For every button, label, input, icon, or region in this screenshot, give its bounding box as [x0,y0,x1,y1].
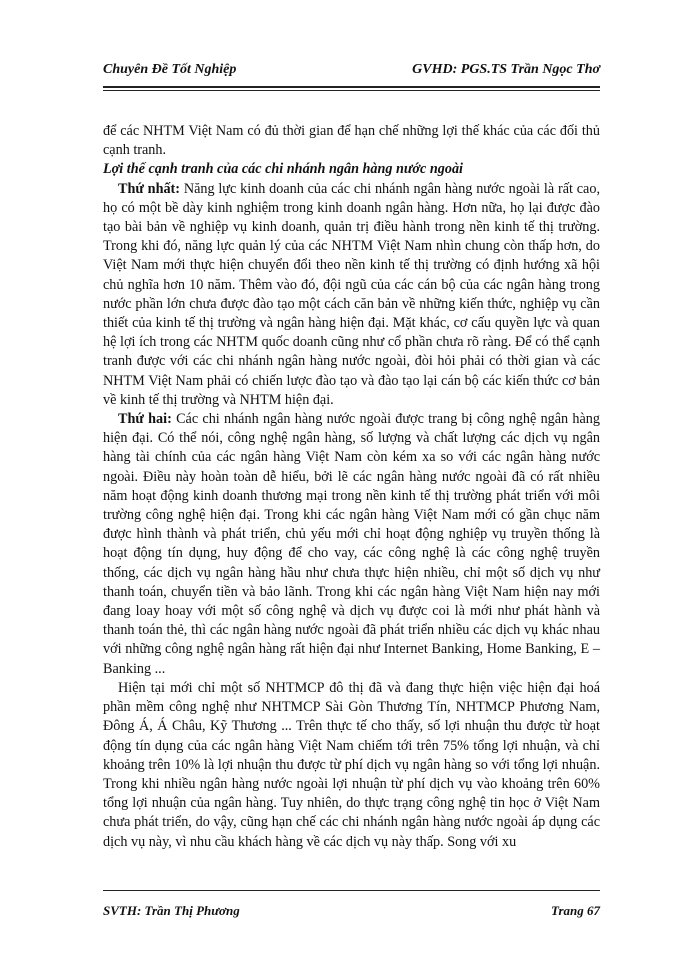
footer-divider [103,890,600,891]
paragraph-text: Các chi nhánh ngân hàng nước ngoài được trang bị công nghệ ngân hàng hiện đại. Có thể nói, công nghệ ngân hàng, số lượng và chất lượng các dịch vụ ngân hàng tài chính của các ngân hàng Việt Nam còn kém xa so với các ngân hàng nước ngoài. Điều này hoàn toàn dễ hiểu, bởi lẽ các ngân hàng nước ngoài đã có rất nhiều năm hoạt động kinh doanh thương mại trong nền kinh tế thị trường phát triển với môi trường công nghệ hiện đại. Trong khi các ngân hàng Việt Nam mới có gần chục năm được hình thành và phát triển, chủ yếu mới chỉ hoạt động nghiệp vụ truyền thống là hoạt động tín dụng, huy động để cho vay, các công nghệ là các công nghệ truyền thống, các dịch vụ ngân hàng hầu như chưa thực hiện nhiều, chỉ một số dịch vụ như thanh toán, chuyển tiền và bảo lãnh. Trong khi các ngân hàng Việt Nam hiện nay mới đang loay hoay với một số công nghệ và dịch vụ được coi là mới như phát hành và thanh toán thẻ, thì các ngân hàng nước ngoài đã phát triển nhiều các dịch vụ khác nhau với những công nghệ ngân hàng rất hiện đại như Internet Banking, Home Banking, E – Banking ... [103,411,600,677]
paragraph-third: Hiện tại mới chỉ một số NHTMCP đô thị đã và đang thực hiện việc hiện đại hoá phần mềm công nghệ như NHTMCP Sài Gòn Thương Tín, NHTMCP Phương Nam, Đông Á, Á Châu, Kỹ Thương ... Trên thực tế cho thấy, số lợi nhuận thu được từ hoạt động tín dụng của các ngân hàng Việt Nam chiếm tới trên 75% tổng lợi nhuận, và chỉ khoảng trên 10% là lợi nhuận thu được từ phí dịch vụ ngân hàng so với tổng lợi nhuận. Trong khi nhiều ngân hàng nước ngoài lợi nhuận từ phí dịch vụ vào khoảng trên 60% tổng lợi nhuận của ngân hàng. Tuy nhiên, do thực trạng công nghệ tin học ở Việt Nam chưa phát triển, do vậy, cũng hạn chế các chi nhánh ngân hàng nước ngoài áp dụng các dịch vụ này, vì nhu cầu khách hàng về các dịch vụ này thấp. Song với xu [103,679,600,850]
page-header [103,62,600,78]
paragraph-text: Năng lực kinh doanh của các chi nhánh ngân hàng nước ngoài là rất cao, họ có một bề dày kinh nghiệm trong kinh doanh ngân hàng. Hơn nữa, họ lại được đào tạo bài bản về nghiệp vụ kinh doanh, quản trị điều hành trong nền kinh tế thị trường. Trong khi đó, năng lực quản lý của các NHTM Việt Nam nhìn chung còn thấp hơn, do Việt Nam mới thực hiện chuyển đổi theo nền kinh tế thị trường có định hướng xã hội chủ nghĩa hơn 10 năm. Thêm vào đó, đội ngũ của các cán bộ của các ngân hàng trong nước phần lớn chưa được đào tạo một cách căn bản về những kiến thức, nghiệp vụ cần thiết của kinh tế thị trường và ngân hàng hiện đại. Mặt khác, cơ cấu quyền lực và quan hệ lợi ích trong các NHTM quốc doanh cũng như cổ phần chưa rõ ràng. Để có thể cạnh tranh được với các chi nhánh ngân hàng nước ngoài, đòi hỏi phải có thời gian và các NHTM Việt Nam phải có chiến lược đào tạo và đào tạo lại cán bộ các kiến thức cơ bản về kinh tế thị trường và NHTM hiện đại. [103,180,600,408]
page-body [103,122,600,852]
header-divider [103,86,600,91]
intro-paragraph: để các NHTM Việt Nam có đủ thời gian để hạn chế những lợi thế khác của các đối thủ cạnh tranh. [103,123,600,159]
page-footer [103,903,600,919]
paragraph-first [103,180,600,410]
paragraph-second [103,410,600,679]
section-heading: Lợi thế cạnh tranh của các chi nhánh ngân hàng nước ngoài [103,161,463,178]
paragraph-lead: Thứ hai: [118,411,172,428]
page-number: Trang 67 [551,903,600,918]
paragraph-lead: Thứ nhất: [118,180,181,197]
document-title: Chuyên Đề Tốt Nghiệp [103,62,237,77]
student-name: SVTH: Trần Thị Phương [103,903,240,918]
advisor-name: GVHD: PGS.TS Trần Ngọc Thơ [412,62,600,77]
